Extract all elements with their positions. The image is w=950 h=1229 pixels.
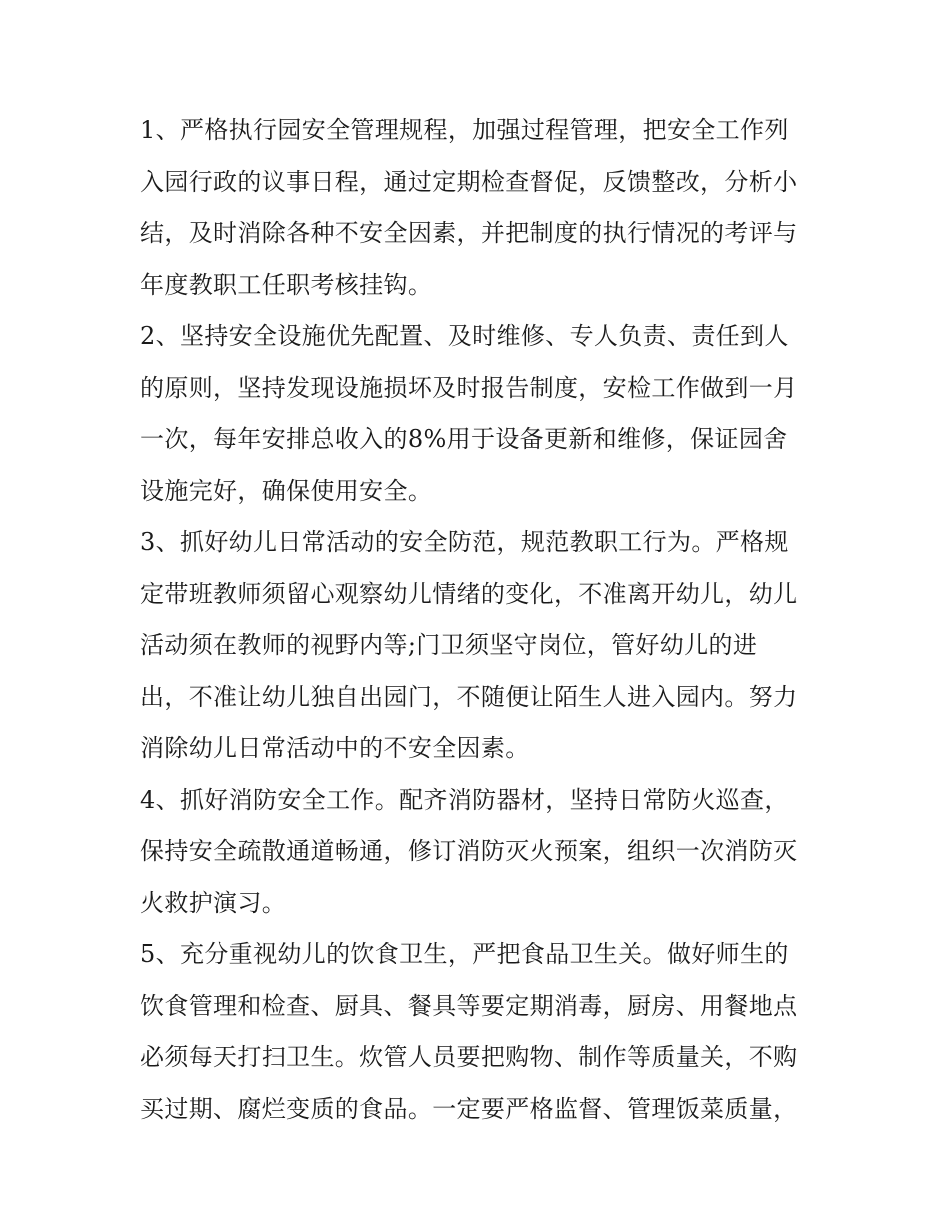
text-line-10: 定带班教师须留心观察幼儿情绪的变化，不准离开幼儿，幼儿 (140, 579, 798, 608)
text-line-12: 出，不准让幼儿独自出园门，不随便让陌生人进入园内。努力 (140, 682, 798, 711)
text-line-2: 入园行政的议事日程，通过定期检查督促，反馈整改，分析小 (140, 167, 798, 196)
text-line-19: 必须每天打扫卫生。炊管人员要把购物、制作等质量关，不购 (140, 1043, 798, 1071)
text-line-7: 一次，每年安排总收入的8%用于设备更新和维修，保证园舍 (140, 425, 788, 453)
text-line-11: 活动须在教师的视野内等;门卫须坚守岗位，管好幼儿的进 (140, 631, 758, 659)
text-line-1: 1、严格执行园安全管理规程，加强过程管理，把安全工作列 (140, 116, 789, 144)
text-line-14: 4、抓好消防安全工作。配齐消防器材，坚持日常防火巡查， (140, 785, 789, 814)
text-line-17: 5、充分重视幼儿的饮食卫生，严把食品卫生关。做好师生的 (140, 940, 789, 968)
text-line-18: 饮食管理和检查、厨具、餐具等要定期消毒，厨房、用餐地点 (140, 991, 798, 1020)
text-line-8: 设施完好，确保使用安全。 (140, 476, 433, 505)
text-line-5: 2、坚持安全设施优先配置、及时维修、专人负责、责任到人 (140, 322, 789, 350)
document-body (140, 105, 820, 1135)
text-line-6: 的原则，坚持发现设施损坏及时报告制度，安检工作做到一月 (140, 373, 798, 402)
text-line-16: 火救护演习。 (140, 888, 287, 917)
text-line-20: 买过期、腐烂变质的食品。一定要严格监督、管理饭菜质量， (140, 1094, 798, 1123)
text-line-15: 保持安全疏散通道畅通，修订消防灭火预案，组织一次消防灭 (140, 837, 798, 865)
text-line-4: 年度教职工任职考核挂钩。 (140, 270, 433, 299)
text-line-3: 结，及时消除各种不安全因素，并把制度的执行情况的考评与 (140, 219, 798, 247)
text-line-13: 消除幼儿日常活动中的不安全因素。 (140, 734, 530, 762)
text-line-9: 3、抓好幼儿日常活动的安全防范，规范教职工行为。严格规 (140, 528, 789, 556)
